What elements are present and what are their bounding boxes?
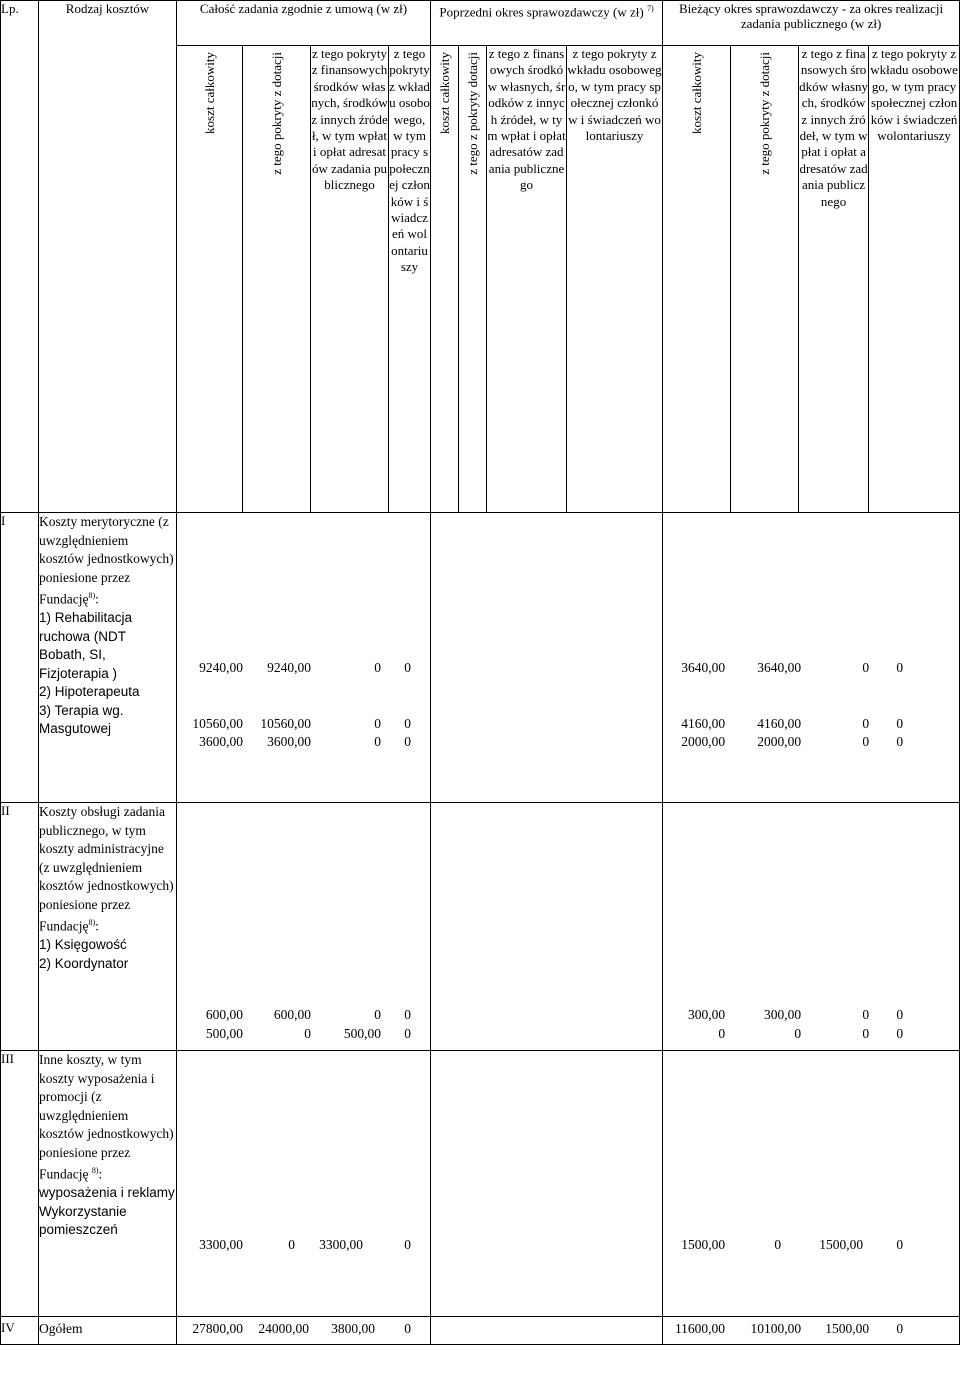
col-curr-grant-header: z tego pokryty z dotacji xyxy=(731,46,799,513)
row-lp: II xyxy=(1,803,39,1051)
row-label: Koszty obsługi zadania publicznego, w tym koszty administracyjne (z uwzględnieniem kosztów jednostkowych) poniesione przez Fundację$^{8)}$: 1) Księgowość 2) Koordynator xyxy=(39,803,177,1051)
row-lp: I xyxy=(1,513,39,803)
prev-period-group-header: Poprzedni okres sprawozdawczy (w zł) $^{7)}$ xyxy=(431,1,663,46)
row-label: Ogółem xyxy=(39,1317,177,1345)
row-label: Inne koszty, w tym koszty wyposażenia i promocji (z uwzględnieniem kosztów jednostkowych) poniesione przez Fundację $^{8)}$: wyposażenia i reklamy Wykorzystanie pomieszczeń xyxy=(39,1051,177,1317)
prev-values-cell xyxy=(431,1051,663,1317)
total-values-cell: 27800,00 24000,00 3800,00 0 xyxy=(177,1317,431,1345)
col-personal-header: z tego pokryty z wkładu osobowego, w tym pracy społecznej członków i świadczeń wolontariuszy xyxy=(389,46,431,513)
col-curr-own-header: z tego z finansowych środków własnych, środków z innych źródeł, w tym wpłat i opłat adresatów zadania publicznego xyxy=(799,46,869,513)
row-lp: III xyxy=(1,1051,39,1317)
current-values-cell: 1500,00 0 1500,00 0 xyxy=(663,1051,960,1317)
total-values-cell: 9240,00 9240,00 0 0 10560,00 10560,00 0 0 3600,00 3600,00 0 0 xyxy=(177,513,431,803)
table-row xyxy=(1,1051,960,1317)
col-grant-header: z tego pokryty z dotacji xyxy=(243,46,311,513)
table-row xyxy=(1,513,960,803)
current-values-cell: 300,00 300,00 0 0 0 0 0 0 xyxy=(663,803,960,1051)
col-own-funds-header: z tego pokryty z finansowych środków własnych, środków z innych źródeł, w tym wpłat i opłat adresatów zadania publicznego xyxy=(311,46,389,513)
prev-values-cell xyxy=(431,803,663,1051)
total-values-cell: 3300,00 0 3300,00 0 xyxy=(177,1051,431,1317)
col-prev-grant-header: z tego z pokryty dotacji xyxy=(459,46,487,513)
current-period-group-header: Bieżący okres sprawozdawczy - za okres realizacji zadania publicznego (w zł) xyxy=(663,1,960,46)
row-lp: IV xyxy=(1,1317,39,1345)
col-curr-personal-header: z tego pokryty z wkładu osobowego, w tym pracy społecznej członków i świadczeń wolontariuszy xyxy=(869,46,960,513)
table-row xyxy=(1,1317,960,1345)
current-values-cell: 11600,00 10100,00 1500,00 0 xyxy=(663,1317,960,1345)
current-values-cell: 3640,00 3640,00 0 0 4160,00 4160,00 0 0 2000,00 2000,00 0 0 xyxy=(663,513,960,803)
row-label: Koszty merytoryczne (z uwzględnieniem kosztów jednostkowych) poniesione przez Fundację$^{8)}$: 1) Rehabilitacja ruchowa (NDT Bobath, SI, Fizjoterapia ) 2) Hipoterapeuta 3) Terapia wg. Masgutowej xyxy=(39,513,177,803)
col-total-header: koszt całkowity xyxy=(177,46,243,513)
total-values-cell: 600,00 600,00 0 0 500,00 0 500,00 0 xyxy=(177,803,431,1051)
prev-values-cell xyxy=(431,1317,663,1345)
total-group-header: Całość zadania zgodnie z umową (w zł) xyxy=(177,1,431,46)
lp-header: Lp. xyxy=(1,1,39,513)
cost-type-header: Rodzaj kosztów xyxy=(39,1,177,513)
table-row xyxy=(1,803,960,1051)
col-prev-personal-header: z tego pokryty z wkładu osobowego, w tym pracy społecznej członków i świadczeń wolontariuszy xyxy=(567,46,663,513)
prev-values-cell xyxy=(431,513,663,803)
col-prev-own-header: z tego z finansowych środków własnych, środków z innych źródeł, w tym wpłat i opłat adresatów zadania publicznego xyxy=(487,46,567,513)
col-prev-total-header: koszt całkowity xyxy=(431,46,459,513)
col-curr-total-header: koszt całkowity xyxy=(663,46,731,513)
